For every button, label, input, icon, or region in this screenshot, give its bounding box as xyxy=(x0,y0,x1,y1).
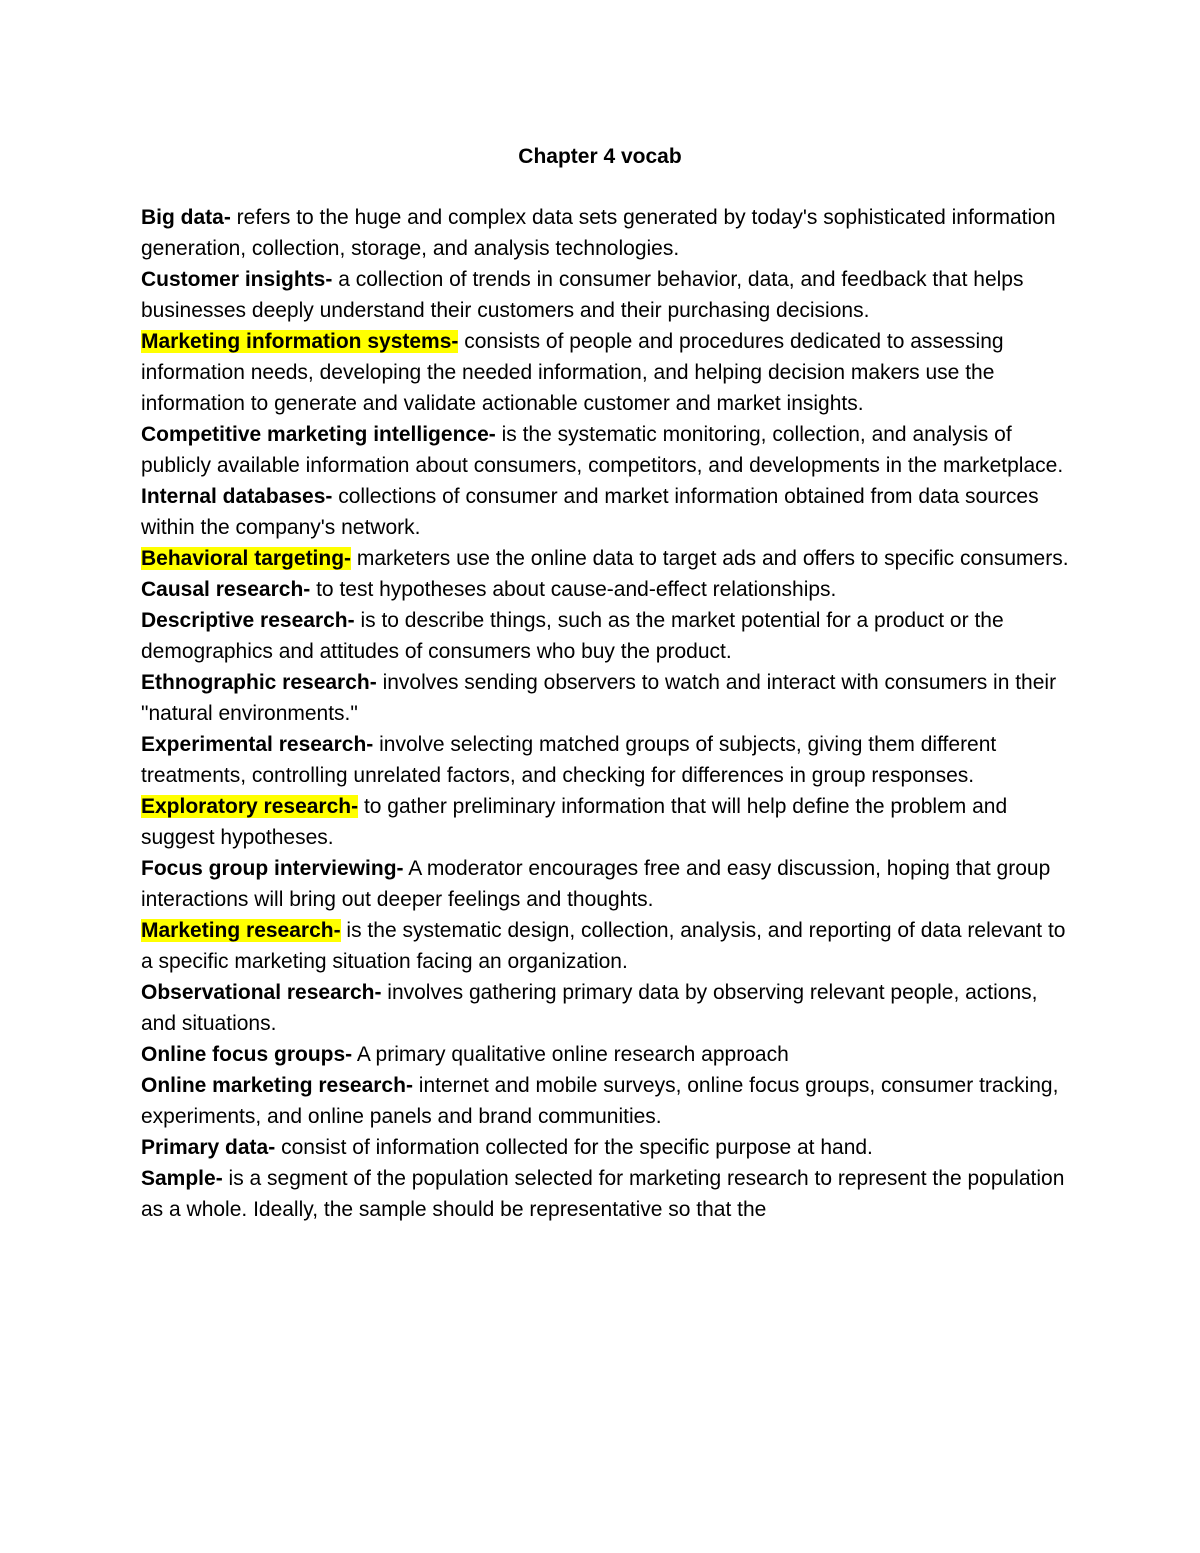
vocab-list xyxy=(141,202,1071,1225)
vocab-entry xyxy=(141,1070,1071,1132)
vocab-definition: internet and mobile surveys, online focus groups, consumer tracking, experiments, and online panels and brand communities. xyxy=(141,1074,1059,1128)
vocab-definition: consists of people and procedures dedicated to assessing information needs, developing the needed information, and helping decision makers use the information to generate and validate actionable customer and market insights. xyxy=(141,330,1004,415)
vocab-definition: marketers use the online data to target ads and offers to specific consumers. xyxy=(351,547,1069,570)
vocab-term: Internal databases- xyxy=(141,485,333,508)
vocab-definition: refers to the huge and complex data sets generated by today's sophisticated information generation, collection, storage, and analysis technologies. xyxy=(141,206,1056,260)
vocab-definition: involves gathering primary data by observing relevant people, actions, and situations. xyxy=(141,981,1038,1035)
vocab-term: Causal research- xyxy=(141,578,311,601)
vocab-entry xyxy=(141,853,1071,915)
vocab-definition: to test hypotheses about cause-and-effect relationships. xyxy=(310,578,837,601)
vocab-entry xyxy=(141,202,1071,264)
vocab-term: Sample- xyxy=(141,1167,223,1190)
vocab-entry xyxy=(141,791,1071,853)
vocab-entry xyxy=(141,977,1071,1039)
vocab-definition: is the systematic monitoring, collection, and analysis of publicly available information about consumers, competitors, and developments in the marketplace. xyxy=(141,423,1064,477)
vocab-definition: A moderator encourages free and easy discussion, hoping that group interactions will bring out deeper feelings and thoughts. xyxy=(141,857,1051,911)
vocab-term: Online marketing research- xyxy=(141,1074,413,1097)
vocab-entry xyxy=(141,419,1071,481)
page-title: Chapter 4 vocab xyxy=(518,145,682,168)
vocab-entry xyxy=(141,667,1071,729)
vocab-definition: A primary qualitative online research approach xyxy=(352,1043,789,1066)
vocab-entry xyxy=(141,326,1071,419)
vocab-term: Descriptive research- xyxy=(141,609,355,632)
vocab-definition: to gather preliminary information that will help define the problem and suggest hypotheses. xyxy=(141,795,1008,849)
vocab-entry xyxy=(141,264,1071,326)
vocab-entry xyxy=(141,605,1071,667)
vocab-term: Customer insights- xyxy=(141,268,333,291)
vocab-entry xyxy=(141,1039,1071,1070)
vocab-term: Exploratory research- xyxy=(141,795,359,818)
vocab-entry xyxy=(141,574,1071,605)
vocab-term: Focus group interviewing- xyxy=(141,857,404,880)
vocab-term: Primary data- xyxy=(141,1136,276,1159)
vocab-term: Behavioral targeting- xyxy=(141,547,352,570)
vocab-entry xyxy=(141,1163,1071,1225)
vocab-term: Marketing information systems- xyxy=(141,330,459,353)
vocab-term: Experimental research- xyxy=(141,733,374,756)
vocab-entry xyxy=(141,915,1071,977)
vocab-definition: a collection of trends in consumer behavior, data, and feedback that helps businesses deeply understand their customers and their purchasing decisions. xyxy=(141,268,1024,322)
vocab-definition: involves sending observers to watch and interact with consumers in their "natural environments." xyxy=(141,671,1057,725)
vocab-term: Big data- xyxy=(141,206,231,229)
vocab-term: Ethnographic research- xyxy=(141,671,377,694)
vocab-definition: is a segment of the population selected for marketing research to represent the population as a whole. Ideally, the sample should be representative so that the xyxy=(141,1167,1065,1221)
vocab-definition: involve selecting matched groups of subjects, giving them different treatments, controlling unrelated factors, and checking for differences in group responses. xyxy=(141,733,997,787)
vocab-entry xyxy=(141,729,1071,791)
vocab-definition: collections of consumer and market information obtained from data sources within the company's network. xyxy=(141,485,1039,539)
vocab-term: Online focus groups- xyxy=(141,1043,353,1066)
vocab-entry xyxy=(141,481,1071,543)
vocab-term: Observational research- xyxy=(141,981,382,1004)
vocab-definition: consist of information collected for the specific purpose at hand. xyxy=(275,1136,873,1159)
vocab-definition: is the systematic design, collection, analysis, and reporting of data relevant to a specific marketing situation facing an organization. xyxy=(141,919,1066,973)
vocab-definition: is to describe things, such as the market potential for a product or the demographics and attitudes of consumers who buy the product. xyxy=(141,609,1004,663)
vocab-entry xyxy=(141,543,1071,574)
vocab-entry xyxy=(141,1132,1071,1163)
vocab-term: Competitive marketing intelligence- xyxy=(141,423,496,446)
vocab-term: Marketing research- xyxy=(141,919,341,942)
